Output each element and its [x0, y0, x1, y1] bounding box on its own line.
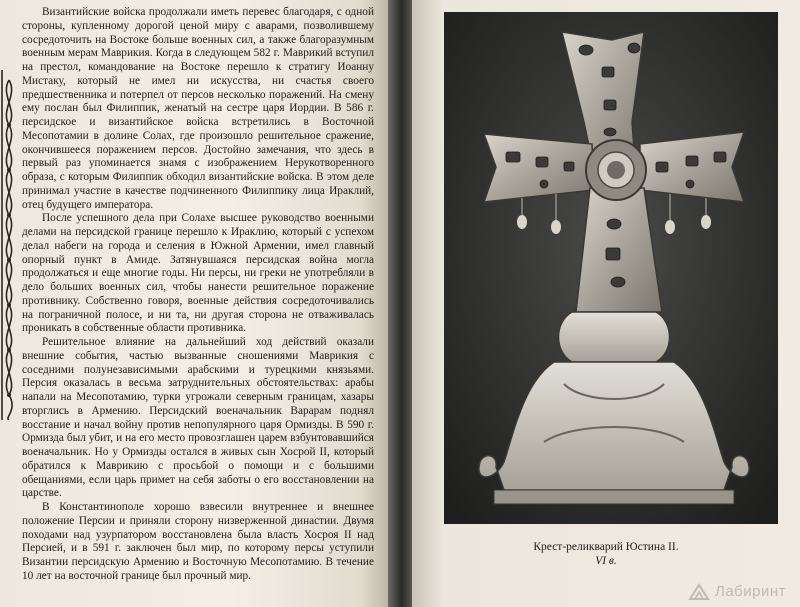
right-page: [412, 0, 800, 607]
paragraph: В Константинополе хорошо взвесили внутреннее и внешнее положение Персии и приняли сторону низверженной династии. Двумя походами над узурпатором восстановлена была власть Хосроя II над Персией, и в 591 г. заключен был мир, по которому персы уступили Византии персидскую Армению и Восточную Месопотамию. В течение 10 лет на восточной границе был прочный мир.: [22, 501, 374, 582]
watermark-text: Лабиринт: [714, 582, 786, 600]
paragraph: Решительное влияние на дальнейший ход действий оказали внешние события, частью вызванные сношениями Маврикия с соседними полунезависимыми арабскими и турецкими князьями. Персия оказалась в весьма затруднительных обстоятельствах: арабы напали на Месопотамию, турки угрожали северным границам, хазары вторглись в Армению. Персидский военачальник Варарам поднял восстание и начал войну против непопулярного царя Ормизды. В 590 г. Ормизда был убит, и на его место провозглашен царем взбунтовавшийся военачальник. Но у Ормизды остался в живых сын Хосрой II, который обратился к Маврикию с просьбой о помощи и с большими обещаниями, если царь примет на себя заботы о его восстановлении на царстве.: [22, 336, 374, 500]
margin-ornament: [0, 70, 18, 420]
caption-title: Крест-реликварий Юстина II.: [533, 541, 679, 553]
paragraph: После успешного дела при Солахе высшее руководство военными делами на персидской границе перешло к Ираклию, который с успехом делал набеги на города и селения в Южной Армении, имел главный опорный пункт в Амиде. Затянувшаяся персидская война могла продолжаться и еще многие годы. Ни персы, ни греки не употребляли в дело больших военных сил, чтобы нанести решительное поражение противнику. Собственно говоря, военные действия сосредоточивались на пограничной полосе, и ни та, ни другая сторона не отваживалась проникать в собственные области противника.: [22, 212, 374, 335]
watermark: [688, 583, 786, 601]
caption-date: VI в.: [595, 555, 617, 567]
figure-caption: [412, 540, 800, 568]
labirint-logo-icon: [688, 583, 710, 601]
reliquary-cross-photo: [444, 12, 778, 524]
paragraph: Византийские войска продолжали иметь перевес благодаря, с одной стороны, купленному дорогой ценой миру с аварами, позволившему сосредоточить на Востоке больше военных сил, а также благоразумным военным мерам Маврикия. Когда в следующем 582 г. Маврикий вступил на престол, командование на Востоке перешло к стратигу Иоанну Мистаку, который не имел ни искусства, ни счастья своего предшественника и потерпел от персов несколько поражений. На смену ему послан был Филиппик, женатый на сестре царя Иордии. В 586 г. персидское и византийское войска встретились в Восточной Месопотамии в долине Солах, где произошло решительное сражение, окончившееся поражением персов. Достойно замечания, что здесь в первый раз упоминается знамя с изображением Нерукотворенного образа, с которым Филиппик обходил византийские войска. В этом деле принимал участие в качестве подчиненного Филиппику лица Ираклий, отец будущего императора.: [22, 6, 374, 211]
body-text: [22, 6, 374, 584]
left-page: [0, 0, 392, 607]
